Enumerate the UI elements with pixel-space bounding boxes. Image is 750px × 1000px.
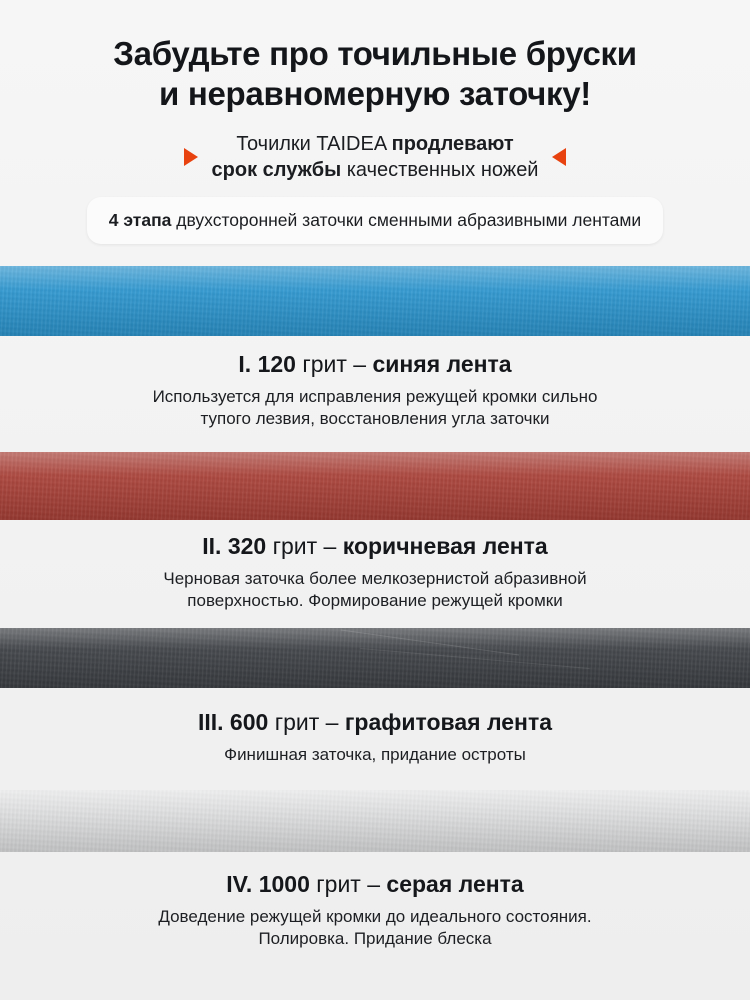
stage-4-desc-line-1: Доведение режущей кромки до идеального состояния.: [158, 906, 592, 926]
subheadline-row: [30, 131, 720, 183]
page-title: [30, 34, 720, 115]
subheadline-line-1: [212, 131, 539, 157]
stage-2-block: [0, 532, 750, 613]
graphite-abrasive-band: [0, 628, 750, 688]
stage-4-title: [46, 870, 704, 899]
stage-4-block: [0, 870, 750, 951]
note-bold-text: 4 этапа: [108, 209, 177, 230]
stage-3-title-mid: грит –: [274, 709, 345, 735]
stage-2-title: [46, 532, 704, 561]
stage-2-description: [46, 568, 704, 613]
stage-4-title-grit: IV. 1000: [226, 871, 317, 897]
headline-line-2: и неравномерную заточку!: [159, 75, 591, 113]
stage-4-title-belt: серая лента: [386, 871, 524, 897]
band-gloss: [0, 266, 750, 336]
stage-1-title-mid: грит –: [302, 351, 373, 377]
note-rest-text: двухсторонней заточки сменными абразивными лентами: [176, 209, 642, 230]
stage-2-title-belt: коричневая лента: [342, 533, 548, 559]
stage-1-block: [0, 350, 750, 431]
header: [0, 0, 750, 244]
subheadline: [212, 131, 539, 183]
stage-1-desc-line-2: тупого лезвия, восстановления угла заточки: [200, 409, 550, 429]
arrow-right-icon: [184, 148, 198, 166]
stage-1-title-belt: синяя лента: [372, 351, 512, 377]
blue-abrasive-band: [0, 266, 750, 336]
subheadline-bold-2: срок службы: [211, 158, 342, 181]
stage-3-description: [46, 744, 704, 766]
gray-abrasive-band: [0, 790, 750, 852]
brown-abrasive-band: [0, 452, 750, 520]
stage-1-desc-line-1: Используется для исправления режущей кромки сильно: [152, 386, 598, 406]
band-gloss: [0, 628, 750, 688]
stage-2-desc-line-2: поверхностью. Формирование режущей кромки: [187, 591, 563, 611]
subheadline-line-2: [212, 157, 539, 183]
stage-3-title-belt: графитовая лента: [344, 709, 553, 735]
subheadline-tail-text: качественных ножей: [341, 158, 539, 181]
stage-1-description: [46, 386, 704, 431]
stage-1-title: [46, 350, 704, 379]
stage-4-title-mid: грит –: [316, 871, 387, 897]
stage-2-title-mid: грит –: [272, 533, 343, 559]
stage-3-title: [46, 708, 704, 737]
stage-3-desc-line-1: Финишная заточка, придание остроты: [224, 744, 526, 764]
stages-note-card: [87, 197, 663, 245]
arrow-left-icon: [552, 148, 566, 166]
stage-3-title-grit: III. 600: [197, 709, 275, 735]
headline-line-1: Забудьте про точильные бруски: [113, 35, 637, 72]
stage-2-title-grit: II. 320: [202, 533, 273, 559]
stage-4-desc-line-2: Полировка. Придание блеска: [258, 929, 492, 949]
subheadline-bold-1: продлевают: [391, 132, 514, 155]
subheadline-brand-text: Точилки TAIDEA: [236, 132, 392, 155]
band-gloss: [0, 452, 750, 520]
band-gloss: [0, 790, 750, 852]
stage-4-description: [46, 906, 704, 951]
stage-1-title-grit: I. 120: [238, 351, 303, 377]
stage-2-desc-line-1: Черновая заточка более мелкозернистой абразивной: [163, 568, 587, 588]
stage-3-block: [0, 708, 750, 766]
